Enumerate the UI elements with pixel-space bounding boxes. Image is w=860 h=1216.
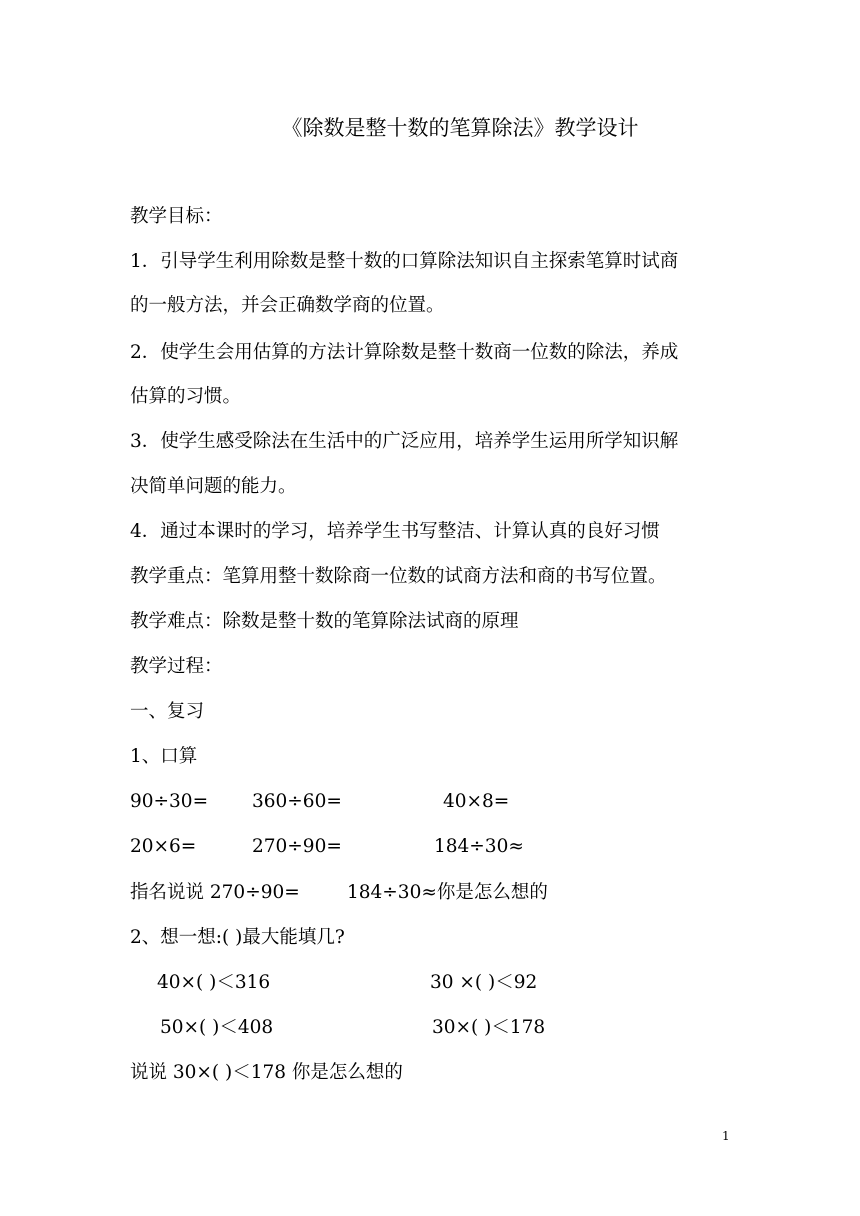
say-line: 说说 30×( )＜178 你是怎么想的 (130, 1062, 403, 1083)
process-heading: 教学过程： (130, 656, 223, 677)
think-item: 40×( )＜316 (157, 972, 271, 993)
key-point: 教学重点：笔算用整十数除商一位数的试商方法和商的书写位置。 (130, 566, 667, 587)
oral-item: 270÷90= (252, 836, 342, 857)
document-title: 《除数是整十数的笔算除法》教学设计 (281, 116, 639, 140)
goal-2-line-2: 估算的习惯。 (130, 386, 242, 407)
ask-line-part-a: 指名说说 270÷90= (130, 882, 300, 903)
oral-item: 184÷30≈ (434, 836, 524, 857)
think-item: 30×( )＜178 (432, 1017, 546, 1038)
goals-heading: 教学目标： (130, 206, 223, 227)
goal-1-line-2: 的一般方法，并会正确数学商的位置。 (130, 295, 445, 316)
goal-4-line-1: 4．通过本课时的学习，培养学生书写整洁、计算认真的良好习惯 (130, 521, 660, 542)
oral-item: 40×8= (443, 791, 510, 812)
sub-oral-calc: 1、口算 (130, 746, 198, 767)
difficulty: 教学难点：除数是整十数的笔算除法试商的原理 (130, 611, 519, 632)
page-number: 1 (722, 1129, 730, 1143)
oral-item: 360÷60= (252, 791, 342, 812)
goal-3-line-1: 3．使学生感受除法在生活中的广泛应用，培养学生运用所学知识解 (130, 431, 679, 452)
section-review: 一、复习 (130, 701, 205, 722)
oral-item: 90÷30= (130, 791, 209, 812)
think-item: 30 ×( )＜92 (430, 972, 538, 993)
oral-item: 20×6= (130, 836, 197, 857)
think-item: 50×( )＜408 (160, 1017, 274, 1038)
goal-2-line-1: 2．使学生会用估算的方法计算除数是整十数商一位数的除法，养成 (130, 342, 679, 363)
goal-1-line-1: 1．引导学生利用除数是整十数的口算除法知识自主探索笔算时试商 (130, 251, 679, 272)
sub-think: 2、想一想:( )最大能填几? (130, 927, 345, 948)
ask-line-part-b: 184÷30≈你是怎么想的 (347, 882, 548, 903)
goal-3-line-2: 决简单问题的能力。 (130, 476, 297, 497)
